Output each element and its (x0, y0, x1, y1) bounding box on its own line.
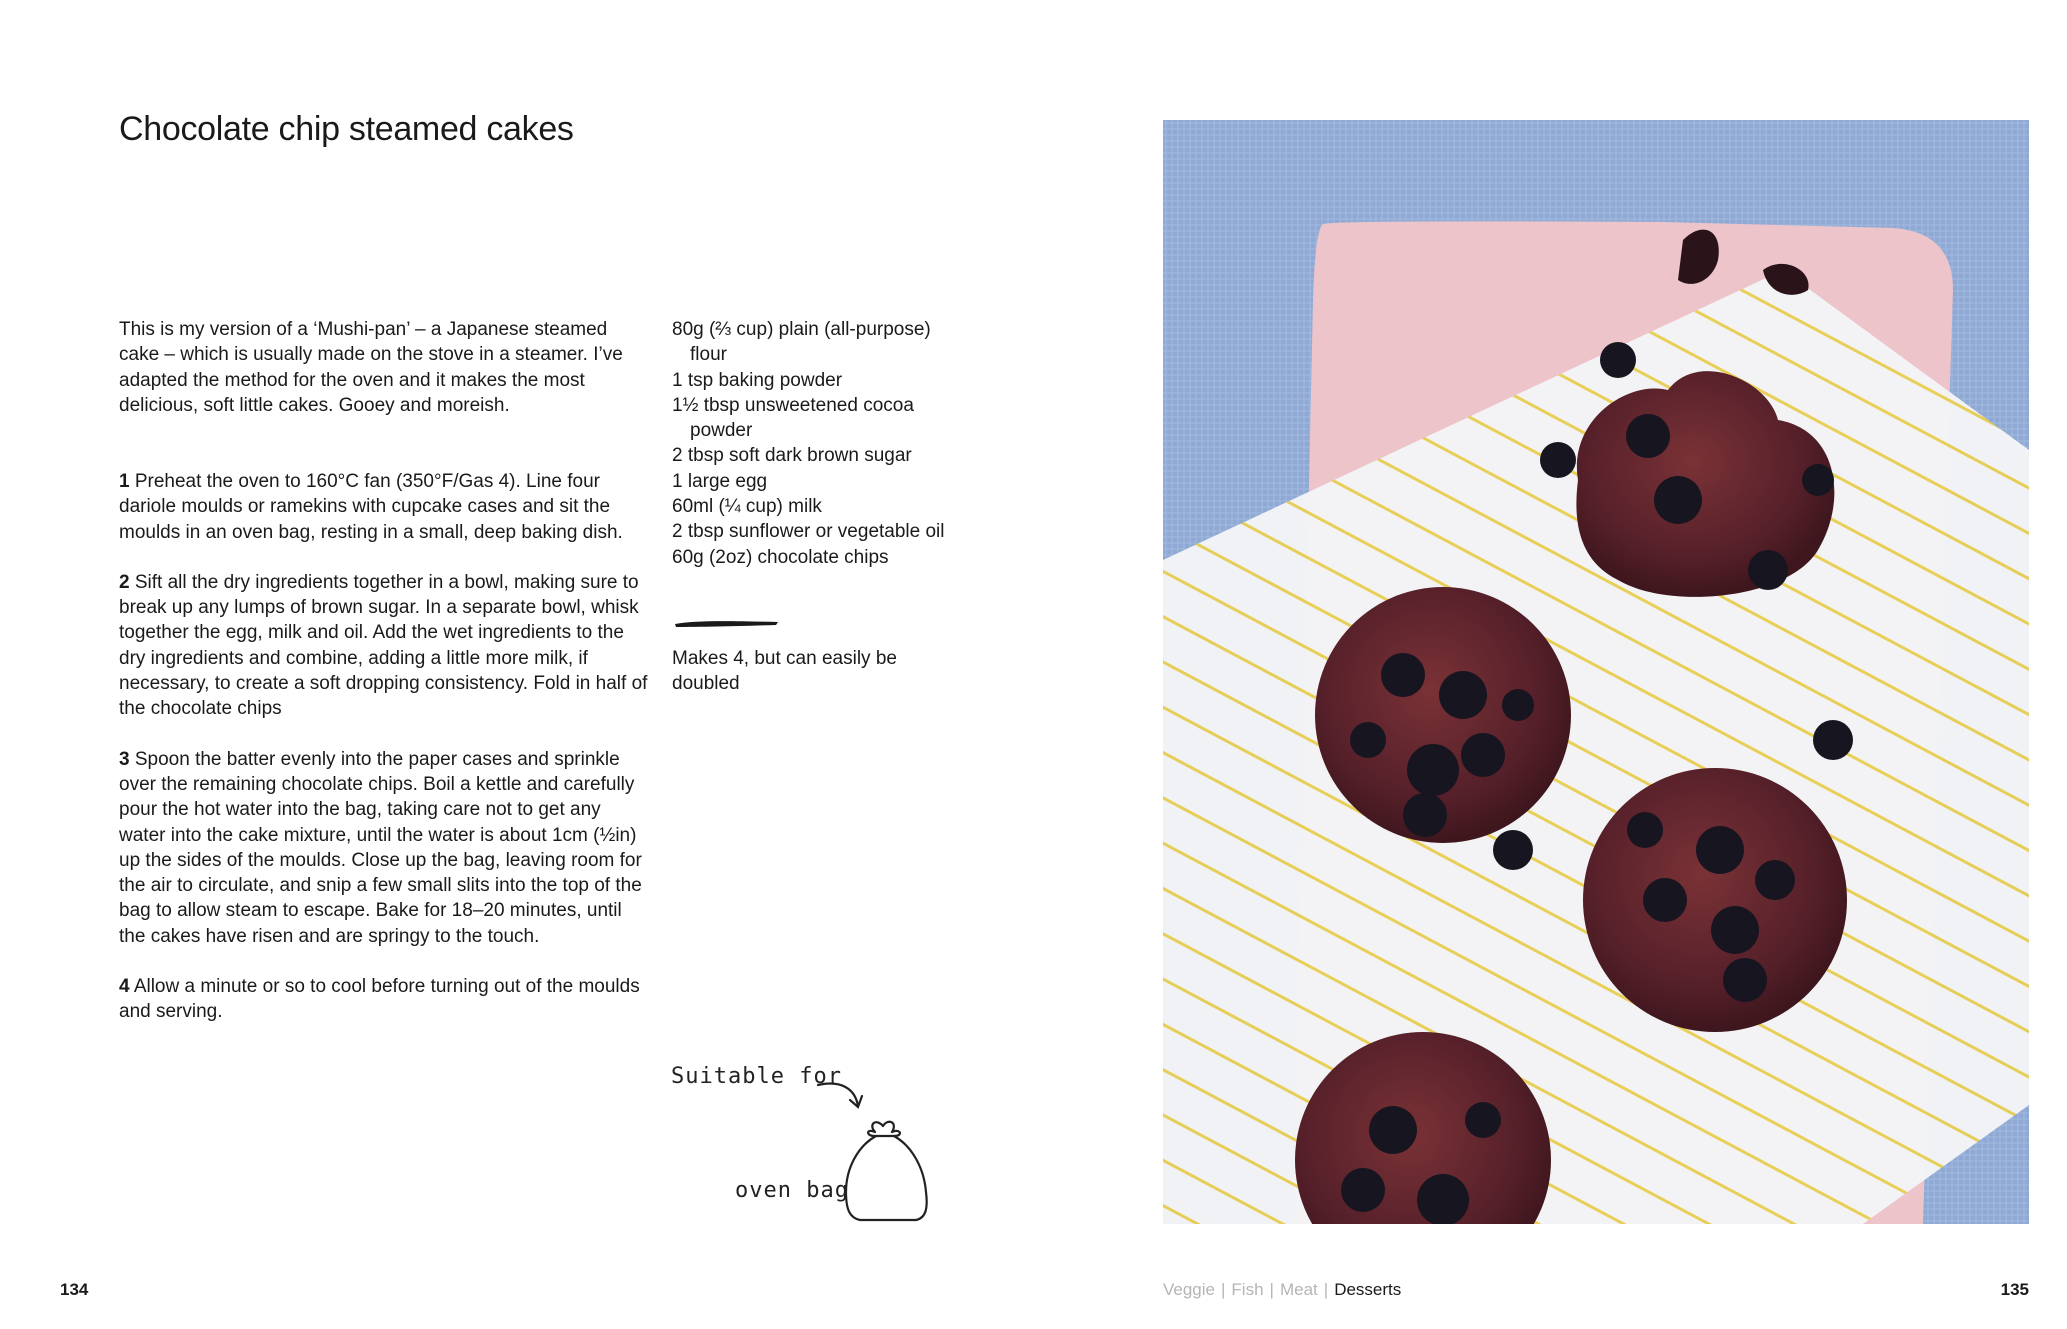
suitable-for-label: Suitable for (671, 1064, 842, 1089)
ingredient-item: 1 tsp baking powder (672, 369, 843, 391)
step-number: 1 (119, 471, 130, 492)
section-separator: | (1323, 1280, 1329, 1299)
method-step (119, 974, 649, 1025)
chocolate-cake (1583, 768, 1847, 1032)
section-nav (1163, 1280, 1401, 1300)
step-text: Spoon the batter evenly into the paper cases and sprinkle over the remaining chocolate chips. Boil a kettle and carefully pour the hot water into the bag, taking care not to get any water into the cake mixture, until the water is about 1cm (½in) up the sides of the moulds. Close up the bag, leaving room for the air to circulate, and snip a few small slits into the top of the bag to allow steam to escape. Bake for 18–20 minutes, until the cakes have risen and are springy to the touch. (119, 748, 642, 947)
loose-chocolate-chip (1813, 720, 1853, 760)
step-text: Sift all the dry ingredients together in a bowl, making sure to break up any lumps of brown sugar. In a separate bowl, whisk together the egg, milk and oil. Add the wet ingredients to the dry ingredients and combine, adding a little more milk, if necessary, to create a soft dropping consistency. Fold in half of the chocolate chips (119, 571, 648, 720)
ingredient-item: 1½ tbsp unsweetened cocoa powder (672, 394, 914, 442)
ingredient-item: 2 tbsp soft dark brown sugar (672, 445, 912, 467)
step-number: 3 (119, 748, 130, 770)
step-number: 4 (119, 976, 130, 998)
method-step (119, 469, 649, 545)
section-desserts: Desserts (1334, 1280, 1402, 1299)
chocolate-cakes-photo (1163, 120, 2029, 1224)
oven-bag-doodle (810, 1070, 940, 1230)
oven-bag-icon (846, 1122, 927, 1220)
section-separator: | (1269, 1280, 1274, 1299)
recipe-title: Chocolate chip steamed cakes (119, 110, 574, 148)
recipe-intro: This is my version of a ‘Mushi-pan’ – a Japanese steamed cake – which is usually made on the stove in a steamer. I’ve adapted the method for the oven and it makes the most delicious, soft little cakes. Gooey and moreish. (119, 319, 623, 416)
recipe-yield: Makes 4, but can easily be doubled (672, 648, 897, 695)
loose-chocolate-chip (1540, 442, 1576, 478)
ingredient-item: 2 tbsp sunflower or vegetable oil (672, 521, 945, 543)
ingredients-list (672, 317, 972, 570)
method-steps (119, 469, 649, 1050)
step-text: Preheat the oven to 160°C fan (350°F/Gas 4). Line four dariole moulds or ramekins with cupcake cases and sit the moulds in an oven bag, resting in a small, deep baking dish. (119, 471, 623, 543)
brush-divider (672, 616, 782, 630)
chocolate-cake (1315, 587, 1571, 843)
arrow-icon (818, 1084, 862, 1107)
section-separator: | (1221, 1280, 1226, 1299)
loose-chocolate-chip (1493, 830, 1533, 870)
oven-bag-label: oven bag (735, 1178, 849, 1203)
method-step (119, 747, 649, 949)
method-step (119, 570, 649, 722)
section-veggie: Veggie (1163, 1280, 1215, 1299)
page-number-right: 135 (2000, 1280, 2029, 1299)
step-number: 2 (119, 571, 130, 593)
ingredient-item: 80g (⅔ cup) plain (all-purpose) flour (672, 319, 931, 366)
ingredient-item: 60g (2oz) chocolate chips (672, 546, 889, 568)
section-meat: Meat (1279, 1280, 1318, 1299)
section-fish: Fish (1231, 1280, 1264, 1299)
ingredient-item: 1 large egg (672, 470, 768, 492)
step-text: Allow a minute or so to cool before turning out of the moulds and serving. (119, 976, 640, 1023)
ingredient-item: 60ml (¼ cup) milk (672, 496, 822, 518)
page-number-left: 134 (60, 1280, 89, 1299)
